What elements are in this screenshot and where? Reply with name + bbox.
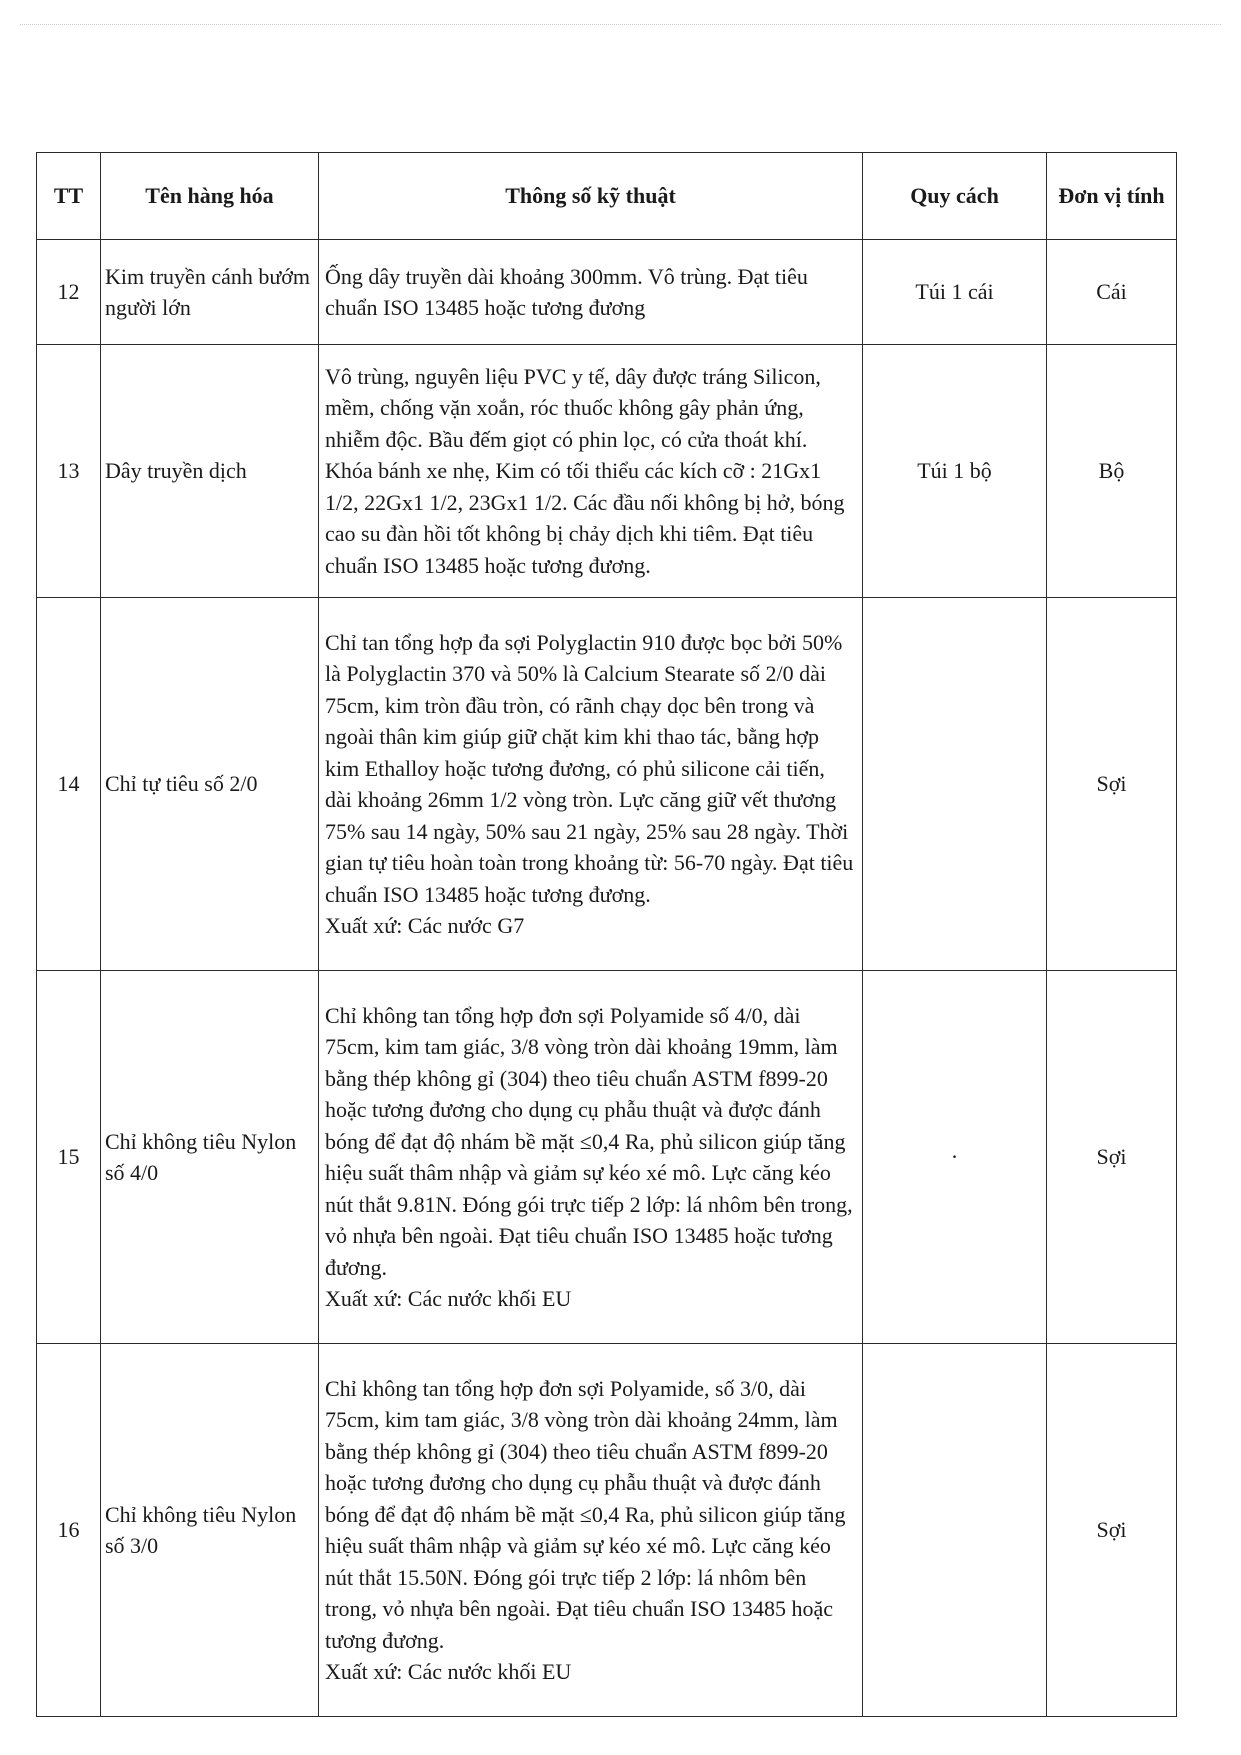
table-header-row	[37, 153, 1177, 240]
row-number: 13	[37, 345, 101, 598]
product-packing	[863, 598, 1047, 971]
product-origin: Xuất xứ: Các nước khối EU	[325, 1286, 572, 1311]
product-packing: Túi 1 cái	[863, 240, 1047, 345]
row-number: 12	[37, 240, 101, 345]
table-row	[37, 240, 1177, 345]
table-row	[37, 1344, 1177, 1717]
product-name: Chỉ không tiêu Nylon số 3/0	[101, 1344, 319, 1717]
product-spec: Chỉ tan tổng hợp đa sợi Polyglactin 910 được bọc bởi 50% là Polyglactin 370 và 50% là Calcium Stearate số 2/0 dài 75cm, kim tròn đầu tròn, có rãnh chạy dọc bên trong và ngoài thân kim giúp giữ chặt kim khi thao tác, bằng hợp kim Ethalloy hoặc tương đương, có phủ silicone cải tiến, dài khoảng 26mm 1/2 vòng tròn. Lực căng giữ vết thương 75% sau 14 ngày, 50% sau 21 ngày, 25% sau 28 ngày. Thời gian tự tiêu hoàn toàn trong khoảng từ: 56-70 ngày. Đạt tiêu chuẩn ISO 13485 hoặc tương đương.	[325, 629, 854, 907]
row-number: 16	[37, 1344, 101, 1717]
product-name: Dây truyền dịch	[101, 345, 319, 598]
product-name: Kim truyền cánh bướm người lớn	[101, 240, 319, 345]
product-unit: Cái	[1047, 240, 1177, 345]
product-spec: Chỉ không tan tổng hợp đơn sợi Polyamide, số 3/0, dài 75cm, kim tam giác, 3/8 vòng tròn dài khoảng 24mm, làm bằng thép không gỉ (304) theo tiêu chuẩn ASTM f899-20 hoặc tương đương cho dụng cụ phẫu thuật và được đánh bóng để đạt độ nhám bề mặt ≤0,4 Ra, phủ silicon giúp tăng hiệu suất thâm nhập và giảm sự kéo xé mô. Lực căng kéo nút thắt 15.50N. Đóng gói trực tiếp 2 lớp: lá nhôm bên trong, vỏ nhựa bên ngoài. Đạt tiêu chuẩn ISO 13485 hoặc tương đương.	[325, 1375, 846, 1653]
header-packing: Quy cách	[863, 153, 1047, 240]
product-packing: Túi 1 bộ	[863, 345, 1047, 598]
row-number: 14	[37, 598, 101, 971]
product-unit: Bộ	[1047, 345, 1177, 598]
scan-edge-line	[20, 24, 1221, 25]
header-unit: Đơn vị tính	[1047, 153, 1177, 240]
product-packing	[863, 1344, 1047, 1717]
product-spec-cell	[319, 598, 863, 971]
header-specification: Thông số kỹ thuật	[319, 153, 863, 240]
table-row	[37, 345, 1177, 598]
header-product-name: Tên hàng hóa	[101, 153, 319, 240]
header-tt: TT	[37, 153, 101, 240]
product-unit: Sợi	[1047, 1344, 1177, 1717]
product-name: Chỉ không tiêu Nylon số 4/0	[101, 971, 319, 1344]
product-spec: Vô trùng, nguyên liệu PVC y tế, dây được tráng Silicon, mềm, chống vặn xoắn, róc thuốc không gây phản ứng, nhiễm độc. Bầu đếm giọt có phin lọc, có cửa thoát khí. Khóa bánh xe nhẹ, Kim có tối thiểu các kích cỡ : 21Gx1 1/2, 22Gx1 1/2, 23Gx1 1/2. Các đầu nối không bị hở, bóng cao su đàn hồi tốt không bị chảy dịch khi tiêm. Đạt tiêu chuẩn ISO 13485 hoặc tương đương.	[319, 345, 863, 598]
table-row	[37, 598, 1177, 971]
specification-table	[36, 152, 1177, 1717]
product-spec-cell	[319, 971, 863, 1344]
product-origin: Xuất xứ: Các nước khối EU	[325, 1659, 572, 1684]
table-row	[37, 971, 1177, 1344]
product-spec: Ống dây truyền dài khoảng 300mm. Vô trùng. Đạt tiêu chuẩn ISO 13485 hoặc tương đương	[319, 240, 863, 345]
product-name: Chỉ tự tiêu số 2/0	[101, 598, 319, 971]
product-packing: ·	[863, 971, 1047, 1344]
product-unit: Sợi	[1047, 598, 1177, 971]
product-spec-cell	[319, 1344, 863, 1717]
product-origin: Xuất xứ: Các nước G7	[325, 913, 525, 938]
row-number: 15	[37, 971, 101, 1344]
product-unit: Sợi	[1047, 971, 1177, 1344]
product-spec: Chỉ không tan tổng hợp đơn sợi Polyamide số 4/0, dài 75cm, kim tam giác, 3/8 vòng tròn dài khoảng 19mm, làm bằng thép không gỉ (304) theo tiêu chuẩn ASTM f899-20 hoặc tương đương cho dụng cụ phẫu thuật và được đánh bóng để đạt độ nhám bề mặt ≤0,4 Ra, phủ silicon giúp tăng hiệu suất thâm nhập và giảm sự kéo xé mô. Lực căng kéo nút thắt 9.81N. Đóng gói trực tiếp 2 lớp: lá nhôm bên trong, vỏ nhựa bên ngoài. Đạt tiêu chuẩn ISO 13485 hoặc tương đương.	[325, 1002, 853, 1280]
